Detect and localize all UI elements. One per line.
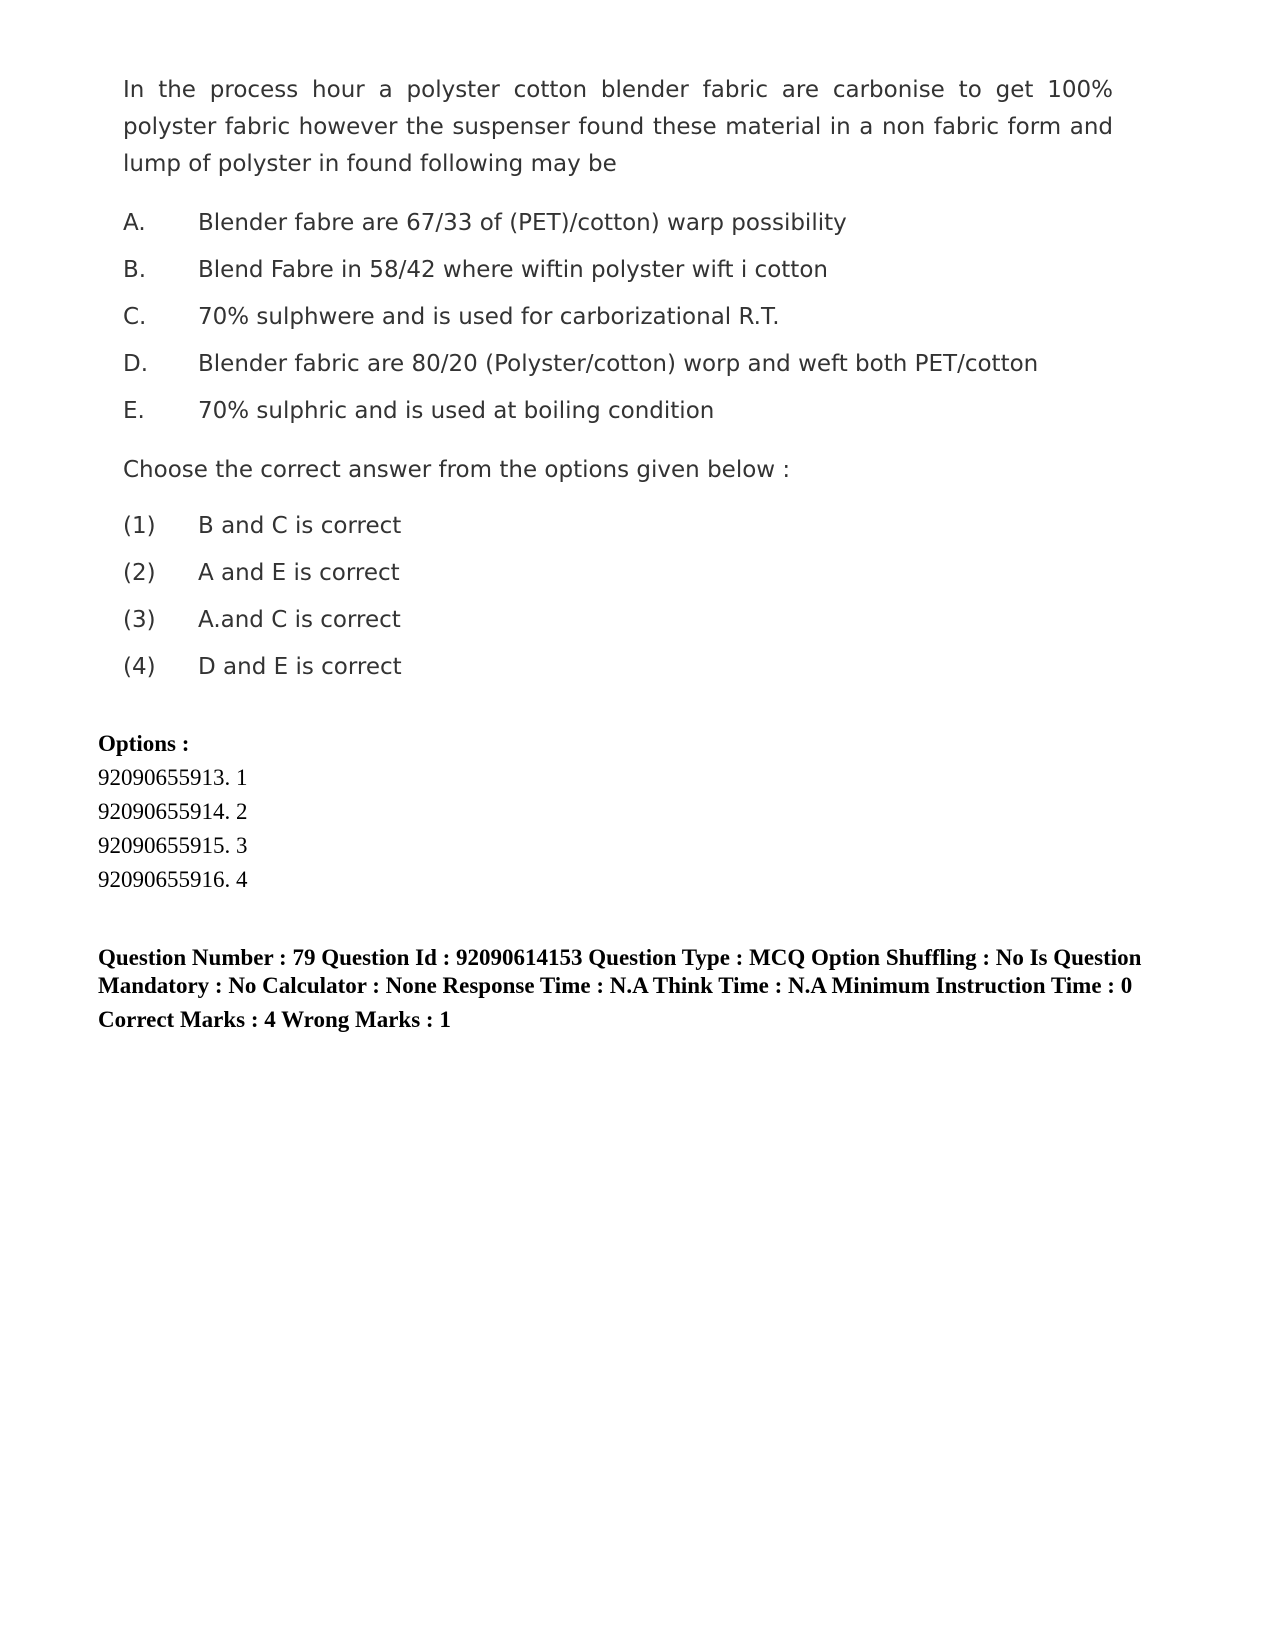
question-image-block [123,72,1113,691]
statement-text: Blender fabric are 80/20 (Polyster/cotton) worp and weft both PET/cotton [198,351,1039,377]
statement-marker: D. [123,351,149,377]
option-item: 92090655913. 1 [98,765,248,790]
choice-item [123,644,1113,691]
choice-marker: (3) [123,607,156,633]
statement-item [123,294,1113,341]
choice-marker: (1) [123,513,156,539]
statement-item [123,200,1113,247]
statement-item [123,247,1113,294]
options-title: Options : [98,731,190,756]
statement-list [123,200,1113,435]
option-item: 92090655915. 3 [98,833,248,858]
choice-item [123,503,1113,550]
marks-info: Correct Marks : 4 Wrong Marks : 1 [98,1007,451,1032]
question-meta-section [98,944,1173,1034]
choice-item [123,597,1113,644]
option-item: 92090655914. 2 [98,799,248,824]
choice-item [123,550,1113,597]
question-stem: In the process hour a polyster cotton blender fabric are carbonise to get 100% polyster fabric however the suspenser found these material in a non fabric form and lump of polyster in found following may be [123,77,1113,177]
statement-marker: B. [123,257,147,283]
statement-item [123,341,1113,388]
option-item: 92090655916. 4 [98,867,248,892]
statement-text: Blend Fabre in 58/42 where wiftin polyster wift i cotton [198,257,828,283]
statement-marker: A. [123,210,146,236]
statement-item [123,388,1113,435]
choice-text: B and C is correct [198,513,402,539]
statement-text: Blender fabre are 67/33 of (PET)/cotton) warp possibility [198,210,847,236]
question-meta-info: Question Number : 79 Question Id : 92090614153 Question Type : MCQ Option Shuffling : No Is Question Mandatory : No Calculator : None Response Time : N.A Think Time : N.A Minimum Instruction Time : 0 [98,945,1142,998]
choice-text: A and E is correct [198,560,400,586]
answer-instruction: Choose the correct answer from the options given below : [123,457,791,483]
choice-marker: (2) [123,560,156,586]
choice-list [123,503,1113,691]
statement-text: 70% sulphric and is used at boiling condition [198,398,715,424]
statement-marker: C. [123,304,147,330]
statement-marker: E. [123,398,145,424]
options-section [98,727,1198,897]
choice-marker: (4) [123,654,156,680]
statement-text: 70% sulphwere and is used for carborizational R.T. [198,304,780,330]
choice-text: A.and C is correct [198,607,401,633]
choice-text: D and E is correct [198,654,402,680]
